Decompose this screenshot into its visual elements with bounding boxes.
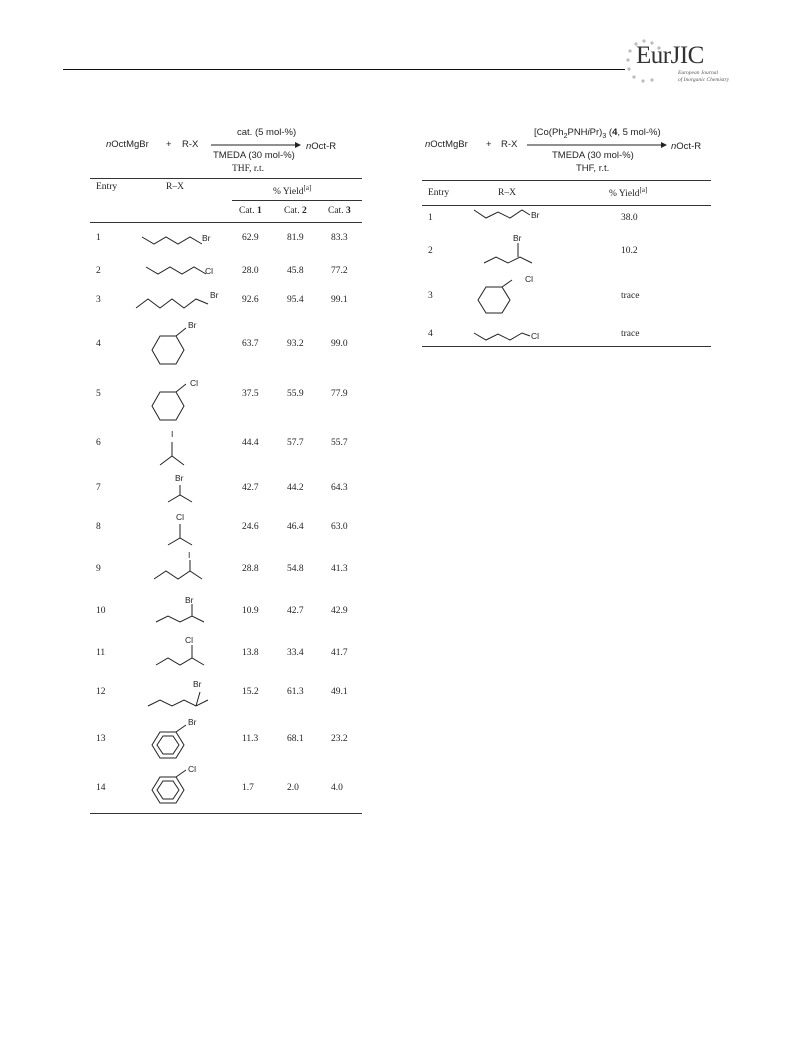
right-structure-4-butyl-chloride bbox=[474, 331, 539, 341]
journal-logo bbox=[624, 38, 734, 88]
left-row-cat2: 46.4 bbox=[287, 522, 304, 532]
left-row-entry: 14 bbox=[96, 783, 106, 793]
left-header-yield bbox=[273, 184, 311, 197]
right-structure-3-cyclohexyl-chloride bbox=[478, 274, 533, 313]
left-table-bottom-rule bbox=[90, 813, 362, 814]
right-scheme-below-arrow-2: THF, r.t. bbox=[576, 163, 610, 174]
left-row-cat3: 83.3 bbox=[331, 233, 348, 243]
left-row-cat1: 63.7 bbox=[242, 339, 259, 349]
left-row-cat3: 23.2 bbox=[331, 734, 348, 744]
left-row-cat1: 28.0 bbox=[242, 266, 259, 276]
structure-8-isopropyl-chloride bbox=[168, 512, 192, 545]
left-row-cat3: 49.1 bbox=[331, 687, 348, 697]
left-row-entry: 11 bbox=[96, 648, 106, 658]
right-structure-3-x: Cl bbox=[525, 274, 534, 284]
structure-11-chlorobutane bbox=[156, 635, 204, 665]
right-header-entry: Entry bbox=[428, 188, 450, 198]
structure-10-x: Br bbox=[185, 595, 194, 605]
left-row-cat3: 41.7 bbox=[331, 648, 348, 658]
logo-text: EurJIC bbox=[636, 42, 704, 69]
left-row-entry: 12 bbox=[96, 687, 106, 697]
right-row-yield: 38.0 bbox=[621, 213, 638, 223]
left-row-cat2: 57.7 bbox=[287, 438, 304, 448]
left-row-entry: 7 bbox=[96, 483, 101, 493]
structure-14-chlorobenzene bbox=[152, 764, 196, 803]
right-table-top-rule bbox=[422, 180, 711, 181]
right-structure-1-x: Br bbox=[531, 210, 540, 220]
left-row-cat2: 81.9 bbox=[287, 233, 304, 243]
left-scheme-reagent: nOctMgBr bbox=[106, 139, 149, 150]
structure-13-x: Br bbox=[188, 717, 197, 727]
right-scheme-plus: + bbox=[486, 139, 492, 150]
structure-6-x: I bbox=[171, 429, 174, 439]
right-structure-2-bromobutane bbox=[484, 233, 532, 263]
right-row-entry: 2 bbox=[428, 246, 433, 256]
right-header-yield bbox=[609, 186, 647, 199]
right-row-entry: 4 bbox=[428, 329, 433, 339]
left-row-cat1: 10.9 bbox=[242, 606, 259, 616]
structure-13-bromobenzene bbox=[152, 717, 197, 758]
right-scheme-substrate: R-X bbox=[501, 139, 518, 150]
structure-2-butyl-chloride bbox=[146, 266, 213, 276]
structure-7-x: Br bbox=[175, 473, 184, 483]
left-row-entry: 13 bbox=[96, 734, 106, 744]
left-row-cat2: 61.3 bbox=[287, 687, 304, 697]
structure-3-hexyl-bromide bbox=[136, 290, 219, 308]
right-structure-2-x: Br bbox=[513, 233, 522, 243]
left-row-cat2: 54.8 bbox=[287, 564, 304, 574]
left-scheme-below-arrow: TMEDA (30 mol-%) bbox=[213, 150, 295, 161]
left-row-entry: 6 bbox=[96, 438, 101, 448]
structure-1-butyl-bromide bbox=[142, 233, 211, 244]
left-row-cat1: 44.4 bbox=[242, 438, 259, 448]
left-scheme-above-arrow: cat. (5 mol-%) bbox=[237, 127, 297, 138]
left-row-entry: 8 bbox=[96, 522, 101, 532]
left-row-entry: 5 bbox=[96, 389, 101, 399]
left-row-cat2: 55.9 bbox=[287, 389, 304, 399]
structure-10-bromobutane bbox=[156, 595, 204, 622]
structure-5-cyclohexyl-chloride bbox=[152, 378, 198, 420]
left-header-cat1: Cat. 1 bbox=[239, 206, 262, 216]
right-header-yield-label: % Yield bbox=[609, 189, 640, 200]
left-row-entry: 9 bbox=[96, 564, 101, 574]
left-row-entry: 3 bbox=[96, 295, 101, 305]
structure-4-x: Br bbox=[188, 320, 197, 330]
left-header-rx: R–X bbox=[166, 182, 184, 192]
right-structure-1-butyl-bromide bbox=[474, 210, 540, 220]
left-scheme-substrate: R-X bbox=[182, 139, 199, 150]
header-rule bbox=[63, 69, 625, 70]
left-scheme-product: nOct-R bbox=[306, 141, 337, 152]
left-row-cat1: 37.5 bbox=[242, 389, 259, 399]
structure-11-x: Cl bbox=[185, 635, 194, 645]
right-row-entry: 3 bbox=[428, 291, 433, 301]
left-row-cat1: 28.8 bbox=[242, 564, 259, 574]
left-row-cat1: 15.2 bbox=[242, 687, 259, 697]
left-row-cat3: 99.1 bbox=[331, 295, 348, 305]
structure-8-x: Cl bbox=[176, 512, 185, 522]
left-row-cat3: 64.3 bbox=[331, 483, 348, 493]
left-header-cat2: Cat. 2 bbox=[284, 206, 307, 216]
left-header-yield-note: [a] bbox=[303, 184, 312, 192]
left-header-cat3: Cat. 3 bbox=[328, 206, 351, 216]
structure-9-x: I bbox=[188, 550, 191, 560]
right-row-entry: 1 bbox=[428, 213, 433, 223]
structure-7-isopropyl-bromide bbox=[168, 473, 192, 502]
left-row-cat3: 55.7 bbox=[331, 438, 348, 448]
left-row-cat1: 11.3 bbox=[242, 734, 259, 744]
right-row-yield: trace bbox=[621, 291, 640, 301]
right-row-yield: 10.2 bbox=[621, 246, 638, 256]
right-scheme-below-arrow: TMEDA (30 mol-%) bbox=[552, 150, 634, 161]
left-header-yield-label: % Yield bbox=[273, 187, 304, 198]
structure-4-cyclohexyl-bromide bbox=[152, 320, 197, 364]
left-row-cat2: 95.4 bbox=[287, 295, 304, 305]
left-row-entry: 4 bbox=[96, 339, 101, 349]
left-row-cat2: 33.4 bbox=[287, 648, 304, 658]
left-header-subrule bbox=[232, 200, 362, 201]
structure-2-x: Cl bbox=[205, 266, 214, 276]
left-row-cat3: 77.9 bbox=[331, 389, 348, 399]
left-row-cat2: 44.2 bbox=[287, 483, 304, 493]
right-scheme-product: nOct-R bbox=[671, 141, 702, 152]
left-row-cat2: 93.2 bbox=[287, 339, 304, 349]
left-row-cat3: 41.3 bbox=[331, 564, 348, 574]
left-table-top-rule bbox=[90, 178, 362, 179]
logo-subtitle-2: of Inorganic Chemistry bbox=[678, 77, 730, 83]
left-row-cat2: 68.1 bbox=[287, 734, 304, 744]
logo-subtitle-1: European Journal bbox=[678, 70, 718, 76]
right-table-bottom-rule bbox=[422, 346, 711, 347]
right-row-yield: trace bbox=[621, 329, 640, 339]
left-row-cat1: 62.9 bbox=[242, 233, 259, 243]
left-row-cat3: 42.9 bbox=[331, 606, 348, 616]
left-row-cat3: 4.0 bbox=[331, 783, 343, 793]
left-row-cat1: 13.8 bbox=[242, 648, 259, 658]
left-row-cat1: 92.6 bbox=[242, 295, 259, 305]
structure-12-x: Br bbox=[193, 679, 202, 689]
right-header-yield-note: [a] bbox=[639, 186, 648, 194]
left-structures bbox=[140, 222, 230, 812]
structure-14-x: Cl bbox=[188, 764, 197, 774]
left-scheme-arrow-icon bbox=[211, 141, 301, 149]
structure-9-iodobutane bbox=[154, 550, 202, 579]
right-structures bbox=[470, 205, 560, 345]
left-row-cat3: 77.2 bbox=[331, 266, 348, 276]
left-scheme-below-arrow-2: THF, r.t. bbox=[232, 164, 264, 174]
structure-3-x: Br bbox=[210, 290, 219, 300]
left-header-entry: Entry bbox=[96, 182, 118, 192]
left-row-cat3: 99.0 bbox=[331, 339, 348, 349]
right-structure-4-x: Cl bbox=[531, 331, 540, 341]
right-scheme-reagent: nOctMgBr bbox=[425, 139, 468, 150]
left-row-entry: 2 bbox=[96, 266, 101, 276]
structure-1-x: Br bbox=[202, 233, 211, 243]
right-header-bottom-rule bbox=[422, 205, 711, 206]
left-row-cat2: 45.8 bbox=[287, 266, 304, 276]
left-scheme-plus: + bbox=[166, 139, 172, 150]
structure-12-bromopentane bbox=[148, 679, 208, 706]
left-row-cat1: 1.7 bbox=[242, 783, 254, 793]
left-row-cat1: 42.7 bbox=[242, 483, 259, 493]
right-scheme-arrow-icon bbox=[527, 141, 667, 149]
left-row-cat2: 42.7 bbox=[287, 606, 304, 616]
left-row-cat2: 2.0 bbox=[287, 783, 299, 793]
left-row-entry: 10 bbox=[96, 606, 106, 616]
right-scheme-above-arrow: [$Co(Ph_2PNHiPr)_3$ (4, 5 mol-%) bbox=[534, 127, 661, 140]
left-row-entry: 1 bbox=[96, 233, 101, 243]
right-header-rx: R–X bbox=[498, 188, 516, 198]
structure-5-x: Cl bbox=[190, 378, 199, 388]
left-row-cat3: 63.0 bbox=[331, 522, 348, 532]
structure-6-isopropyl-iodide bbox=[160, 429, 184, 465]
left-row-cat1: 24.6 bbox=[242, 522, 259, 532]
